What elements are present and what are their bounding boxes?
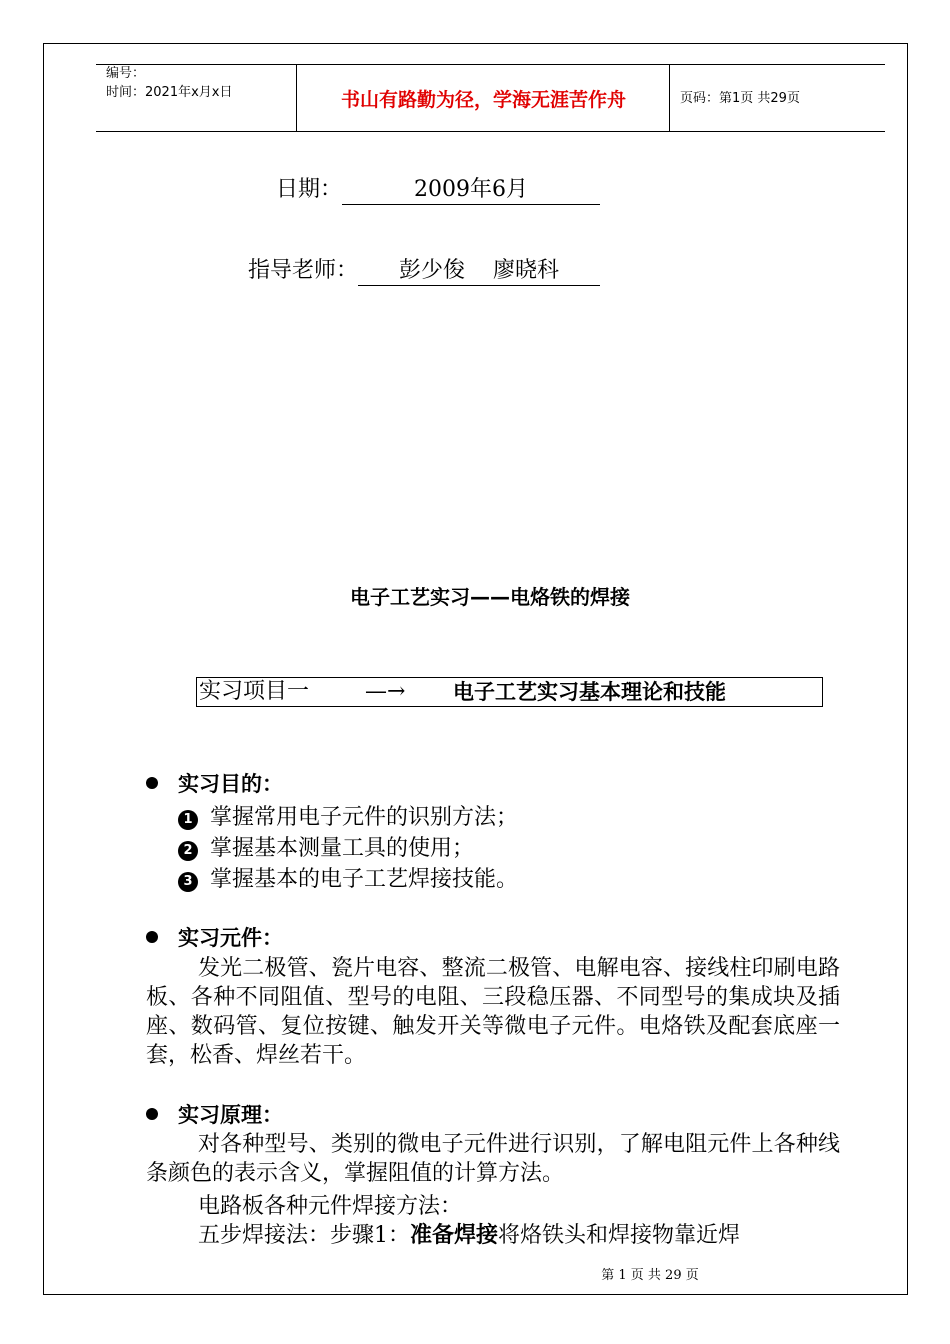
page-footer: 第 1 页 共 29 页 [601,1268,699,1283]
advisor-value: 彭少俊 廖晓科 [358,257,600,286]
project-label: 实习项目一 [199,679,310,704]
section-heading-principle: 实习原理： [146,1099,283,1129]
number-3-icon: 3 [178,872,198,892]
section-heading-purpose: 实习目的： [146,768,283,798]
purpose-item: 3 掌握基本的电子工艺焊接技能。 [178,862,518,893]
project-arrow: —→ [365,679,406,704]
bullet-icon [146,1108,158,1120]
purpose-item: 2 掌握基本测量工具的使用； [178,831,474,862]
header-bottom-rule [96,131,885,132]
header-motto: 书山有路勤为径，学海无涯苦作舟 [340,89,626,111]
bold-step-text: 准备焊接 [410,1223,499,1248]
number-1-icon: 1 [178,810,198,830]
date-label: 日期： [276,177,343,202]
project-box [196,677,823,707]
date-line [276,172,600,205]
purpose-item: 1 掌握常用电子元件的识别方法； [178,800,518,831]
date-value: 2009年6月 [342,176,600,205]
principle-line: 电路板各种元件焊接方法： [198,1194,463,1219]
principle-line: 五步焊接法：步骤1：准备焊接将烙铁头和焊接物靠近焊 [198,1223,741,1248]
advisor-line [248,253,600,286]
section-heading-components: 实习元件： [146,922,283,952]
document-title: 电子工艺实习——电烙铁的焊接 [350,585,630,609]
document-time-label: 时间：2021年x月x日 [106,85,233,100]
bullet-icon [146,777,158,789]
document-number-label: 编号： [106,66,146,81]
number-2-icon: 2 [178,841,198,861]
advisor-label: 指导老师： [248,258,359,283]
header-top-rule [96,64,885,65]
principle-paragraph: 对各种型号、类别的微电子元件进行识别，了解电阻元件上各种线条颜色的表示含义，掌握阻值的计算方法。 [146,1132,840,1186]
project-name: 电子工艺实习基本理论和技能 [453,680,726,704]
header-page-code: 页码：第1页 共29页 [680,91,800,106]
bullet-icon [146,931,158,943]
components-paragraph: 发光二极管、瓷片电容、整流二极管、电解电容、接线柱印刷电路板、各种不同阻值、型号的电阻、三段稳压器、不同型号的集成块及插座、数码管、复位按键、触发开关等微电子元件。电烙铁及配套底座一套，松香、焊丝若干。 [146,956,840,1068]
